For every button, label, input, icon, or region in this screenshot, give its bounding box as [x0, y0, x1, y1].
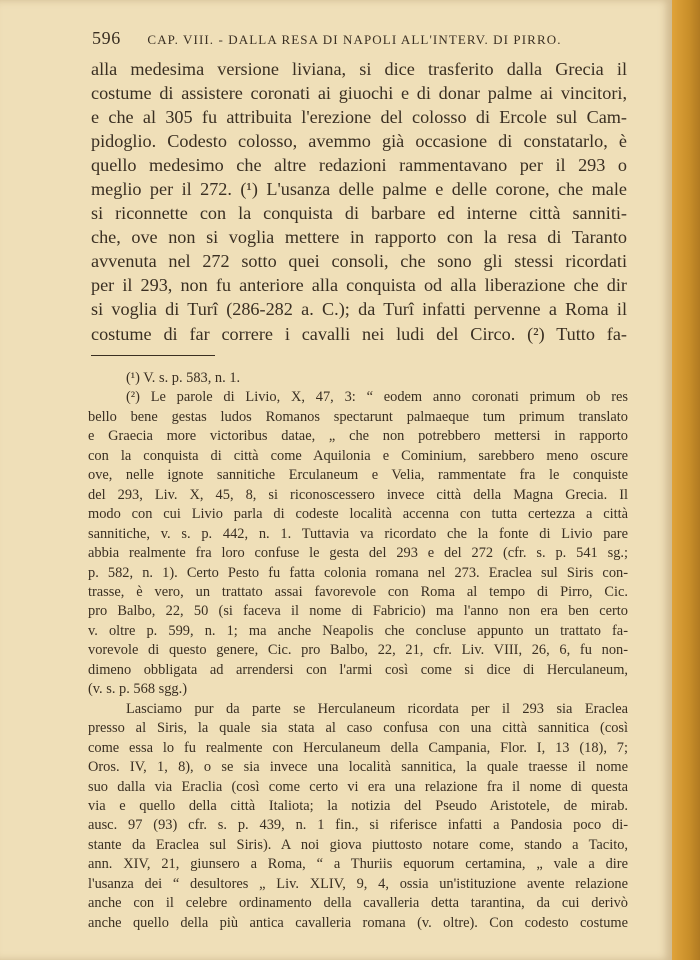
footnote-line: vorevole di questo genere, Cic. pro Balbo, 22, 21, cfr. Liv. VIII, 26, 6, fu non-	[88, 642, 628, 659]
footnote-line: anche con il celebre ordinamento della cavalleria detta tarantina, da cui derivò	[88, 895, 628, 912]
footnote-line: via e quello della città Italiota; la notizia del Pseudo Aristotele, de mirab.	[88, 797, 628, 814]
main-paragraph	[91, 57, 627, 346]
body-line: meglio per il 272. (¹) L'usanza delle palme e delle corone, che male	[91, 179, 627, 200]
body-line: per il 293, non fu anteriore alla conquista od alla liberazione che dir	[91, 275, 627, 296]
footnote-line: suo dalla via Eraclia (così come certo vi era una relazione fra il nome di questa	[88, 778, 628, 795]
footnote-line: modo con cui Livio parla di codeste località accenna con tutta certezza a città	[88, 506, 628, 523]
running-title: CAP. VIII. - DALLA RESA DI NAPOLI ALL'INTERV. DI PIRRO.	[147, 32, 562, 47]
body-line: costume di assistere coronati ai giuochi e di donar palme ai vincitori,	[91, 83, 627, 104]
body-line: quello medesimo che altre redazioni rammentavano per il 293 o	[91, 155, 627, 176]
footnote-line: (v. s. p. 568 sgg.)	[88, 681, 187, 698]
footnote-line: e Graecia more victoribus datae, „ che non potrebbero mettersi in rapporto	[88, 428, 628, 445]
footnote-line: dimeno obbligata ad arrendersi con l'armi così come si dice di Herculaneum,	[88, 661, 628, 678]
body-line: e che al 305 fu attribuita l'erezione del colosso di Ercole sul Cam-	[91, 107, 627, 128]
footnote-line: p. 582, n. 1). Certo Pesto fu fatta colonia romana nel 273. Eraclea sul Siris con-	[88, 564, 628, 581]
footnotes	[88, 369, 628, 933]
body-line: alla medesima versione liviana, si dice trasferito dalla Grecia il	[91, 59, 627, 79]
footnote-line: anche quello della più antica cavalleria romana (v. oltre). Con codesto costume	[88, 914, 628, 931]
body-line: si riconnette con la conquista di barbare ed interne città sanniti-	[91, 203, 627, 224]
footnote-separator	[91, 355, 215, 356]
footnote-line: presso al Siris, la quale sia stata al caso confusa con una città sannitica (così	[88, 720, 628, 737]
footnote-line: Oros. IV, 1, 8), o se sia invece una località sannitica, la quale traesse il nome	[88, 759, 628, 776]
body-line: avvenuta nel 272 sotto quei consoli, che sono gli stessi ricordati	[91, 251, 627, 272]
footnote-line: stante da Eraclea sul Siris). A noi giova piuttosto notare come, stando a Tacito,	[88, 836, 628, 853]
footnote-line: Lasciamo pur da parte se Herculaneum ricordata per il 293 sia Eraclea	[126, 700, 628, 717]
main-text	[91, 57, 627, 346]
running-header	[92, 28, 632, 49]
footnote-line: abbia realmente fra loro confuse le gesta del 293 e del 272 (cfr. s. p. 541 sg.;	[88, 545, 628, 562]
footnote-line: ausc. 97 (93) cfr. s. p. 439, n. 1 fin., si riferisce infatti a Pandosia poco di-	[88, 817, 628, 834]
footnote-line: (²) Le parole di Livio, X, 47, 3: “ eodem anno coronati primum ob res	[126, 389, 628, 406]
footnote-line: del 293, Liv. X, 45, 8, si riconoscessero invece città della Magna Grecia. Il	[88, 486, 628, 503]
body-line: che, ove non si voglia mettere in rapporto con la resa di Taranto	[91, 227, 627, 248]
footnote-line: bello bene gestas ludos Romanos spectarunt palmaeque tum primum translato	[88, 408, 628, 425]
body-line: costume di far correre i cavalli nei ludi del Circo. (²) Tutto fa-	[91, 323, 627, 344]
footnote-line: v. oltre p. 599, n. 1; ma anche Neapolis che concluse appunto un trattato fa-	[88, 622, 628, 639]
footnote-line: ove, nelle ignote sannitiche Erculaneum e Velia, rammentate fra le conquiste	[88, 467, 628, 484]
footnote-line: con la conquista di città come Aquilonia e Cominium, sarebbero meno oscure	[88, 447, 628, 464]
body-line: si voglia di Turî (286-282 a. C.); da Turî infatti pervenne a Roma il	[91, 299, 627, 320]
page-number: 596	[92, 28, 121, 48]
footnote-line: trasse, è vero, un trattato assai favorevole con Roma al tempo di Pirro, Cic.	[88, 583, 628, 600]
footnote-line: (¹) V. s. p. 583, n. 1.	[126, 370, 241, 386]
footnote-line: come essa lo fu realmente con Herculaneum della Campania, Flor. I, 13 (18), 7;	[88, 739, 628, 756]
page-edge	[672, 0, 700, 960]
footnote-line: sannitiche, v. s. p. 442, n. 1. Tuttavia va ricordato che la fonte di Livio pare	[88, 525, 628, 542]
footnote-line: l'usanza dei “ desultores „ Liv. XLIV, 9, 4, ossia un'istituzione avente relazione	[88, 875, 628, 892]
footnote-line: ann. XIV, 21, giunsero a Roma, “ a Thuriis equorum certamina, „ vale a dire	[88, 856, 628, 873]
body-line: pidoglio. Codesto colosso, avemmo già occasione di constatarlo, è	[91, 131, 627, 152]
footnote-line: pro Balbo, 22, 50 (si faceva il nome di Fabricio) ma l'anno non era ben certo	[88, 603, 628, 620]
